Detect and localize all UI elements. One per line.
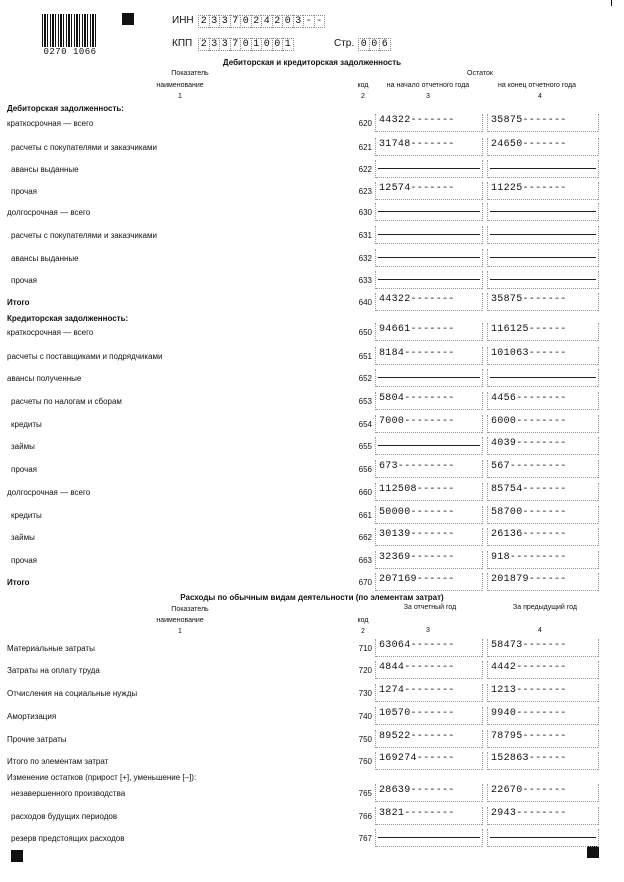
row-label: кредиты <box>11 511 42 520</box>
row-code: 651 <box>358 352 372 361</box>
row-code: 660 <box>358 488 372 497</box>
registration-marker-bottom-right <box>587 846 599 858</box>
field-value: 673--------- <box>379 461 455 472</box>
value-field-col3 <box>375 460 483 478</box>
value-field-col3 <box>375 249 483 267</box>
value-field-col3 <box>375 347 483 365</box>
value-field-col4 <box>487 249 599 267</box>
s1-col-3: 3 <box>426 93 430 100</box>
field-value: 24650------- <box>491 139 567 150</box>
empty-dash <box>378 445 480 446</box>
value-field-col4 <box>487 347 599 365</box>
s1-col-1: 1 <box>178 93 182 100</box>
field-value: 44322------- <box>379 294 455 305</box>
field-value: 7000-------- <box>379 416 455 427</box>
value-field-col3 <box>375 730 483 748</box>
row-code: 631 <box>358 231 372 240</box>
row-code: 655 <box>358 442 372 451</box>
row-label: прочая <box>11 276 38 285</box>
inn-cell: 0 <box>282 15 293 28</box>
value-field-col4 <box>487 684 599 702</box>
value-field-col4 <box>487 639 599 657</box>
row-code: 661 <box>358 511 372 520</box>
value-field-col4 <box>487 784 599 802</box>
s1-col-start: на начало отчетного года <box>386 82 470 89</box>
row-label: Отчисления на социальные нужды <box>7 689 138 698</box>
value-field-col4 <box>487 114 599 132</box>
row-code: 650 <box>358 328 372 337</box>
field-value: 63064------- <box>379 640 455 651</box>
value-field-col4 <box>487 182 599 200</box>
row-code: 620 <box>358 119 372 128</box>
field-value: 28639------- <box>379 785 455 796</box>
page-cell: 0 <box>358 38 369 51</box>
value-field-col3 <box>375 138 483 156</box>
empty-dash <box>490 279 596 280</box>
value-field-col3 <box>375 551 483 569</box>
field-value: 4442-------- <box>491 662 567 673</box>
s2-col-3: 3 <box>426 627 430 634</box>
field-value: 918--------- <box>491 552 567 563</box>
value-field-col4 <box>487 203 599 221</box>
value-field-col3 <box>375 182 483 200</box>
value-field-col4 <box>487 506 599 524</box>
row-code: 663 <box>358 556 372 565</box>
inn-cell: 3 <box>209 15 220 28</box>
field-value: 12574------- <box>379 183 455 194</box>
field-value: 201879------ <box>491 574 567 585</box>
s2-col-current: За отчетный год <box>403 604 457 611</box>
row-label: Изменение остатков (прирост [+], уменьшение [–]): <box>7 773 197 782</box>
value-field-col3 <box>375 707 483 725</box>
row-label: краткосрочная — всего <box>7 328 94 337</box>
value-field-col3 <box>375 160 483 178</box>
inn-cell: 3 <box>219 15 230 28</box>
value-field-col4 <box>487 415 599 433</box>
value-field-col3 <box>375 114 483 132</box>
row-label: Дебиторская задолженность: <box>7 104 124 113</box>
field-value: 8184-------- <box>379 348 455 359</box>
row-code: 766 <box>358 812 372 821</box>
value-field-col3 <box>375 226 483 244</box>
field-value: 11225------- <box>491 183 567 194</box>
value-field-col4 <box>487 271 599 289</box>
empty-dash <box>490 377 596 378</box>
field-value: 22670------- <box>491 785 567 796</box>
value-field-col3 <box>375 784 483 802</box>
s1-col-4: 4 <box>538 93 542 100</box>
empty-dash <box>378 211 480 212</box>
s2-col-name: наименование <box>156 617 204 624</box>
field-value: 78795------- <box>491 731 567 742</box>
empty-dash <box>378 234 480 235</box>
section2-title: Расходы по обычным видам деятельности (по элементам затрат) <box>180 593 444 602</box>
value-field-col3 <box>375 661 483 679</box>
row-label: авансы выданные <box>11 254 79 263</box>
field-value: 10570------- <box>379 708 455 719</box>
empty-dash <box>490 211 596 212</box>
empty-dash <box>378 837 480 838</box>
kpp-cell: 1 <box>251 38 262 51</box>
inn-cell: - <box>303 15 314 28</box>
s1-col-2: 2 <box>361 93 365 100</box>
row-label: Затраты на оплату труда <box>7 666 100 675</box>
value-field-col4 <box>487 573 599 591</box>
value-field-col4 <box>487 829 599 847</box>
row-code: 750 <box>358 735 372 744</box>
field-value: 112508------ <box>379 484 455 495</box>
value-field-col3 <box>375 293 483 311</box>
kpp-cell: 1 <box>282 38 294 51</box>
row-code: 670 <box>358 578 372 587</box>
row-label: прочая <box>11 556 38 565</box>
value-field-col4 <box>487 752 599 770</box>
row-label: Кредиторская задолженность: <box>7 314 129 323</box>
field-value: 9940-------- <box>491 708 567 719</box>
row-code: 633 <box>358 276 372 285</box>
field-value: 207169------ <box>379 574 455 585</box>
value-field-col4 <box>487 807 599 825</box>
value-field-col4 <box>487 528 599 546</box>
field-value: 5804-------- <box>379 393 455 404</box>
empty-dash <box>490 837 596 838</box>
value-field-col4 <box>487 460 599 478</box>
row-label: займы <box>11 442 35 451</box>
field-value: 1274-------- <box>379 685 455 696</box>
row-label: кредиты <box>11 420 42 429</box>
field-value: 101063------ <box>491 348 567 359</box>
s2-col-indicator: Показатель <box>171 606 209 613</box>
field-value: 89522------- <box>379 731 455 742</box>
field-value: 50000------- <box>379 507 455 518</box>
field-value: 4844-------- <box>379 662 455 673</box>
row-code: 710 <box>358 644 372 653</box>
kpp-cell: 0 <box>261 38 272 51</box>
value-field-col3 <box>375 752 483 770</box>
value-field-col4 <box>487 661 599 679</box>
empty-dash <box>378 168 480 169</box>
page-cell: 6 <box>379 38 391 51</box>
value-field-col3 <box>375 392 483 410</box>
row-code: 720 <box>358 666 372 675</box>
value-field-col3 <box>375 829 483 847</box>
row-label: расчеты с поставщиками и подрядчиками <box>7 352 163 361</box>
row-code: 640 <box>358 298 372 307</box>
inn-label: ИНН <box>172 15 194 26</box>
row-label: Итого <box>7 578 30 587</box>
row-code: 760 <box>358 757 372 766</box>
inn-cells <box>198 15 325 28</box>
row-label: расходов будущих периодов <box>11 812 118 821</box>
field-value: 6000-------- <box>491 416 567 427</box>
value-field-col4 <box>487 707 599 725</box>
row-code: 656 <box>358 465 372 474</box>
field-value: 3821-------- <box>379 808 455 819</box>
row-code: 632 <box>358 254 372 263</box>
s1-col-name: наименование <box>156 82 204 89</box>
value-field-col4 <box>487 483 599 501</box>
field-value: 94661------- <box>379 324 455 335</box>
value-field-col3 <box>375 807 483 825</box>
row-code: 621 <box>358 143 372 152</box>
field-value: 1213-------- <box>491 685 567 696</box>
inn-cell: 3 <box>293 15 304 28</box>
inn-cell: 4 <box>261 15 272 28</box>
value-field-col3 <box>375 639 483 657</box>
field-value: 58473------- <box>491 640 567 651</box>
s1-col-end: на конец отчетного года <box>497 82 577 89</box>
value-field-col3 <box>375 483 483 501</box>
page-label: Стр. <box>334 38 355 49</box>
row-label: резерв предстоящих расходов <box>11 834 125 843</box>
field-value: 30139------- <box>379 529 455 540</box>
inn-cell: 2 <box>272 15 283 28</box>
field-value: 4039-------- <box>491 438 567 449</box>
s1-col-indicator: Показатель <box>171 70 209 77</box>
inn-cell: 2 <box>251 15 262 28</box>
edge-mark <box>611 0 612 6</box>
row-code: 653 <box>358 397 372 406</box>
field-value: 44322------- <box>379 115 455 126</box>
value-field-col4 <box>487 323 599 341</box>
s1-col-code: код <box>357 82 369 89</box>
row-label: долгосрочная — всего <box>7 208 91 217</box>
row-label: Амортизация <box>7 712 57 721</box>
s2-col-code: код <box>357 617 369 624</box>
value-field-col3 <box>375 203 483 221</box>
empty-dash <box>490 234 596 235</box>
row-code: 622 <box>358 165 372 174</box>
value-field-col3 <box>375 573 483 591</box>
value-field-col4 <box>487 226 599 244</box>
page-cells <box>358 38 391 51</box>
kpp-cell: 3 <box>209 38 220 51</box>
row-code: 630 <box>358 208 372 217</box>
empty-dash <box>378 377 480 378</box>
kpp-cell: 3 <box>219 38 230 51</box>
field-value: 152863------ <box>491 753 567 764</box>
value-field-col4 <box>487 160 599 178</box>
row-label: займы <box>11 533 35 542</box>
empty-dash <box>378 257 480 258</box>
empty-dash <box>490 257 596 258</box>
value-field-col4 <box>487 392 599 410</box>
row-code: 767 <box>358 834 372 843</box>
row-label: прочая <box>11 465 38 474</box>
kpp-cell: 7 <box>230 38 241 51</box>
row-code: 765 <box>358 789 372 798</box>
field-value: 116125------ <box>491 324 567 335</box>
field-value: 4456-------- <box>491 393 567 404</box>
empty-dash <box>490 168 596 169</box>
kpp-label: КПП <box>172 38 193 49</box>
kpp-cells <box>198 38 294 51</box>
row-code: 662 <box>358 533 372 542</box>
s2-col-previous: За предыдущий год <box>513 604 577 611</box>
row-label: расчеты с покупателями и заказчиками <box>11 143 157 152</box>
page-cell: 0 <box>369 38 380 51</box>
s1-col-balance: Остаток <box>467 70 493 77</box>
s2-col-1: 1 <box>178 628 182 635</box>
field-value: 169274------ <box>379 753 455 764</box>
value-field-col4 <box>487 437 599 455</box>
barcode-number: 0270 1066 <box>40 47 100 57</box>
value-field-col3 <box>375 323 483 341</box>
row-label: Материальные затраты <box>7 644 95 653</box>
field-value: 32369------- <box>379 552 455 563</box>
value-field-col4 <box>487 730 599 748</box>
row-label: краткосрочная — всего <box>7 119 94 128</box>
field-value: 26136------- <box>491 529 567 540</box>
registration-marker-top <box>122 13 134 25</box>
value-field-col3 <box>375 271 483 289</box>
row-code: 740 <box>358 712 372 721</box>
value-field-col4 <box>487 293 599 311</box>
value-field-col3 <box>375 415 483 433</box>
field-value: 2943-------- <box>491 808 567 819</box>
field-value: 31748------- <box>379 139 455 150</box>
row-label: авансы полученные <box>7 374 82 383</box>
row-label: долгосрочная — всего <box>7 488 91 497</box>
kpp-cell: 0 <box>240 38 251 51</box>
row-label: прочая <box>11 187 38 196</box>
inn-cell: - <box>314 15 326 28</box>
row-code: 652 <box>358 374 372 383</box>
row-label: авансы выданные <box>11 165 79 174</box>
kpp-cell: 2 <box>198 38 209 51</box>
row-label: Итого по элементам затрат <box>7 757 109 766</box>
field-value: 85754------- <box>491 484 567 495</box>
row-code: 623 <box>358 187 372 196</box>
s2-col-4: 4 <box>538 627 542 634</box>
row-code: 654 <box>358 420 372 429</box>
s2-col-2: 2 <box>361 628 365 635</box>
value-field-col3 <box>375 369 483 387</box>
kpp-cell: 0 <box>272 38 283 51</box>
row-label: Итого <box>7 298 30 307</box>
registration-marker-bottom-left <box>11 850 23 862</box>
field-value: 58700------- <box>491 507 567 518</box>
field-value: 35875------- <box>491 115 567 126</box>
row-code: 730 <box>358 689 372 698</box>
value-field-col3 <box>375 437 483 455</box>
value-field-col3 <box>375 684 483 702</box>
row-label: незавершенного производства <box>11 789 126 798</box>
value-field-col3 <box>375 528 483 546</box>
row-label: расчеты по налогам и сборам <box>11 397 122 406</box>
field-value: 567--------- <box>491 461 567 472</box>
value-field-col4 <box>487 138 599 156</box>
value-field-col4 <box>487 551 599 569</box>
inn-cell: 0 <box>240 15 251 28</box>
empty-dash <box>378 279 480 280</box>
value-field-col4 <box>487 369 599 387</box>
row-label: расчеты с покупателями и заказчиками <box>11 231 157 240</box>
section1-title: Дебиторская и кредиторская задолженность <box>222 58 402 67</box>
value-field-col3 <box>375 506 483 524</box>
inn-cell: 7 <box>230 15 241 28</box>
inn-cell: 2 <box>198 15 209 28</box>
field-value: 35875------- <box>491 294 567 305</box>
row-label: Прочие затраты <box>7 735 67 744</box>
